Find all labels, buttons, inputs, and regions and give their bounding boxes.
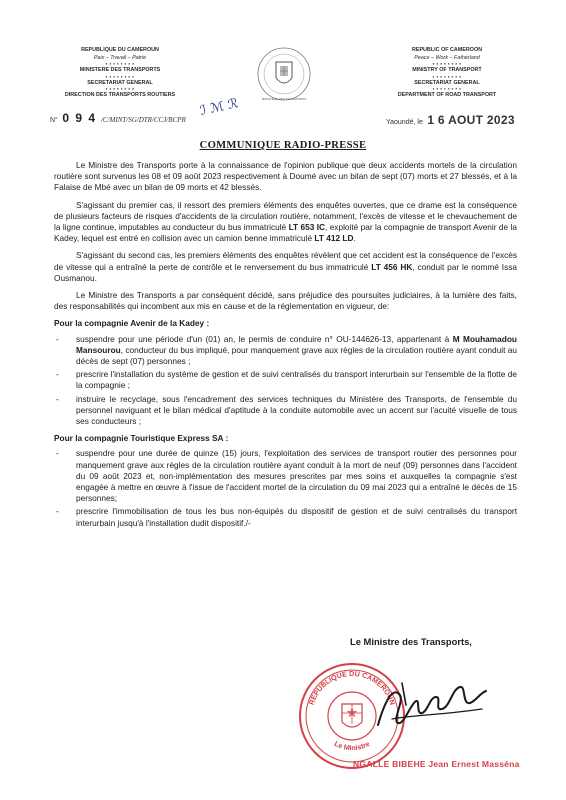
- document-body: [54, 160, 517, 533]
- text-run: , conduit par le nommé Issa Ousmanou.: [54, 261, 517, 283]
- driver-name: M Mouhamadou Mansourou: [76, 333, 517, 355]
- reference-number: [50, 109, 186, 127]
- secretariat-name: SECRETARIAT GENERAL: [87, 79, 153, 86]
- list-item: [54, 334, 517, 368]
- national-motto: Peace – Work – Fatherland: [414, 54, 480, 61]
- paragraph: Le Ministre des Transports a par conséquent décidé, sans préjudice des poursuites judiciaires, à la lumière des faits, des responsabilités qui incombent aux mis en cause et de la réglementation en vigueur, de:: [54, 290, 517, 312]
- stars-separator: * * * * * * * *: [105, 74, 135, 80]
- handwritten-signature-icon: [372, 675, 492, 735]
- national-motto: Paix – Travail – Patrie: [93, 54, 147, 61]
- vehicle-plate: LT 412 LD: [314, 233, 354, 244]
- reference-suffix: /C/MINT/SG/DTR/CCJ/BCPR: [100, 116, 186, 124]
- signatory-title: Le Ministre des Transports,: [350, 636, 472, 647]
- svg-text:Le Ministre: [333, 739, 371, 752]
- list-item: - prescrire l'immobilisation de tous les bus non-équipés du dispositif de gestion et de suivi centralisés du transport interurbain jusqu'à l'installation dudit dispositif./-: [54, 506, 517, 528]
- date-place: Yaoundé, le: [386, 119, 423, 126]
- paragraph: [54, 200, 517, 245]
- stars-separator: * * * * * * * *: [105, 87, 135, 93]
- measures-list: [54, 448, 517, 528]
- handwritten-initials: ℐ ℳ ℛ: [198, 96, 240, 119]
- text-run: S'agissant du premier cas, il ressort des premiers éléments des enquêtes ouvertes, que ce drame est la conséquence de plusieurs facteurs de risques d'accidents de la circulation routière, notamment, l'excès de vitesse et le chevauchement de la ligne continue, imputables au conducteur du bus immatriculé: [54, 199, 517, 233]
- stars-separator: * * * * * * * *: [432, 74, 462, 80]
- country-name: REPUBLIQUE DU CAMEROUN: [81, 47, 159, 53]
- stars-separator: * * * * * * * *: [105, 62, 135, 68]
- text-run: , exploité par la compagnie de transport Avenir de la Kadey, lequel est entré en collision avec un camion benne immatriculé: [54, 222, 517, 244]
- measures-list: [54, 334, 517, 428]
- signatory-name: NGALLE BIBEHE Jean Ernest Masséna: [353, 759, 520, 769]
- list-item: - suspendre pour une durée de quinze (15) jours, l'exploitation des services de transport routier des personnes pour manquement grave aux règles de la circulation routière ayant conduit à la mort de neuf (09) personnes dans l'accident du 09 août 2023 et, non-implémentation des mesures prescrites par mes soins et auxquelles la compagnie s'est engagée à mettre en œuvre à l'issue de l'accident mortel de la circulation du 09 mai 2023 qui a entraîné le décès de 15 personnes;: [54, 448, 517, 504]
- paragraph: Le Ministre des Transports porte à la connaissance de l'opinion publique que deux accidents mortels de la circulation routière sont survenus les 08 et 09 août 2023 respectivement à Doumé avec un bilan de sept (07) morts et 27 blessés, et à la Falaise de Mbé avec un bilan de 09 morts et 42 blessés.: [54, 160, 517, 193]
- text-run: .: [353, 233, 356, 244]
- seal-bottom-text: Le Ministre: [332, 739, 372, 753]
- reference-serial: 0 9 4: [62, 111, 97, 125]
- department-name: DEPARTMENT OF ROAD TRANSPORT: [397, 92, 497, 99]
- text-run: , conducteur du bus impliqué, pour manquement grave aux règles de la circulation routière ayant conduit au décès de sept (07) personnes ;: [76, 344, 517, 367]
- paragraph: [54, 250, 517, 284]
- vehicle-plate: LT 653 IC: [288, 222, 325, 233]
- stars-separator: * * * * * * * *: [432, 62, 462, 68]
- emblem-caption: MINISTERE DES TRANSPORTS: [261, 97, 307, 101]
- section-heading: Pour la compagnie Avenir de la Kadey :: [54, 318, 210, 329]
- date-value: 1 6 AOUT 2023: [427, 113, 515, 127]
- text-run: suspendre pour une période d'un (01) an, le permis de conduire n° OU-144626-13, appartenant à: [76, 333, 453, 344]
- header-right-english: [378, 47, 516, 100]
- list-item: - instruire le recyclage, sous l'encadrement des services techniques du Ministère des Transports, de l'ensemble du personnel naviguant et le bilan médical d'aptitude à la conduite automobile avec un accent sur l'acuité visuelle de tous ses conducteurs ;: [54, 394, 517, 428]
- date-line: [386, 111, 515, 129]
- ministry-emblem-icon: [256, 46, 312, 106]
- ministry-name: MINISTRY OF TRANSPORT: [412, 67, 482, 74]
- list-item: - prescrire l'installation du système de gestion et de suivi centralisés du transport interurbain sur l'ensemble de la flotte de la compagnie ;: [54, 369, 517, 391]
- section-heading: Pour la compagnie Touristique Express SA :: [54, 433, 229, 444]
- vehicle-plate: LT 456 HK: [371, 261, 413, 272]
- header-left-french: [52, 47, 188, 100]
- document-title: COMMUNIQUE RADIO-PRESSE: [199, 140, 367, 151]
- country-name: REPUBLIC OF CAMEROON: [411, 47, 483, 53]
- secretariat-name: SECRETARIAT GENERAL: [414, 79, 480, 86]
- ministry-name: MINISTERE DES TRANSPORTS: [79, 67, 161, 74]
- reference-prefix: N°: [50, 117, 58, 124]
- department-name: DIRECTION DES TRANSPORTS ROUTIERS: [64, 92, 176, 99]
- seal-top-text: REPUBLIQUE DU CAMEROUN: [306, 668, 398, 707]
- text-run: S'agissant du second cas, les premiers éléments des enquêtes révèlent que cet accident est la conséquence de l'excès de vitesse qui a entraîné la perte de contrôle et le renversement du bus immatriculé: [54, 250, 517, 272]
- stars-separator: * * * * * * * *: [432, 87, 462, 93]
